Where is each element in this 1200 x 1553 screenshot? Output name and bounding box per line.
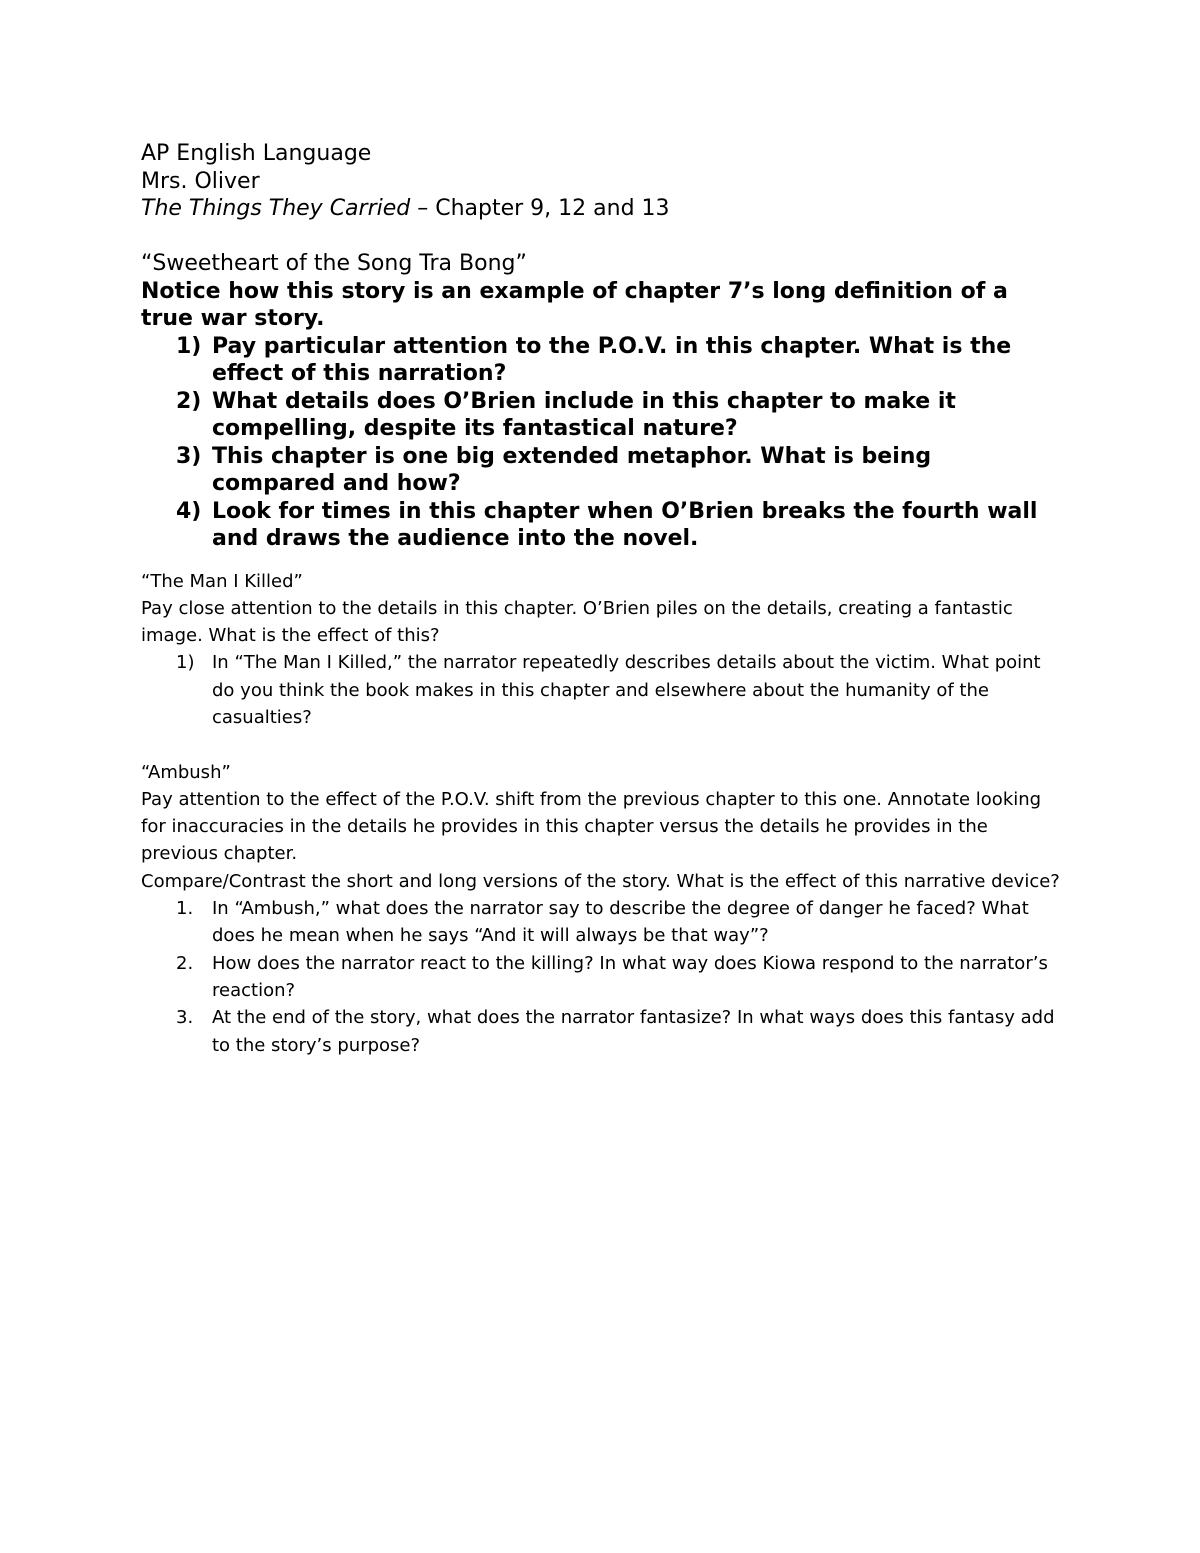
section-intro: Pay close attention to the details in this chapter. O’Brien piles on the details, creating a fantastic image. What is the effect of this? xyxy=(141,597,1013,647)
question-text: At the end of the story, what does the narrator fantasize? In what ways does this fantasy add to the story’s purpose? xyxy=(212,1007,1055,1056)
question-number: 1) xyxy=(176,652,195,674)
question-text: Pay particular attention to the P.O.V. in this chapter. What is the effect of this narration? xyxy=(212,333,1012,386)
course-name: AP English Language xyxy=(141,141,372,166)
chapter-range: – Chapter 9, 12 and 13 xyxy=(410,196,670,221)
question-list xyxy=(141,649,1061,731)
question-item xyxy=(141,649,1061,731)
question-number: 3) xyxy=(176,443,202,469)
question-number: 1. xyxy=(176,898,194,920)
section-intro: Notice how this story is an example of chapter 7’s long definition of a true war story. xyxy=(141,278,1008,331)
question-item xyxy=(141,443,1061,498)
question-text: How does the narrator react to the killing? In what way does Kiowa respond to the narrator’s reaction? xyxy=(212,952,1048,1001)
question-text: What details does O’Brien include in this chapter to make it compelling, despite its fantastical nature? xyxy=(212,388,956,441)
question-list xyxy=(141,895,1061,1059)
section-ambush xyxy=(141,759,1061,1059)
assignment-title xyxy=(141,195,1061,223)
question-number: 1) xyxy=(176,333,202,359)
section-title: “Sweetheart of the Song Tra Bong” xyxy=(141,251,527,276)
question-item xyxy=(141,388,1061,443)
section-man-i-killed xyxy=(141,568,1061,1059)
section-sweetheart xyxy=(141,250,1061,553)
question-item xyxy=(141,950,1061,1005)
question-item xyxy=(141,1004,1061,1059)
section-intro: Pay attention to the effect of the P.O.V. shift from the previous chapter to this one. Annotate looking for inaccuracies in the details he provides in this chapter versus the details he provides in the previous chapter. xyxy=(141,788,1042,865)
document-header xyxy=(141,140,1061,223)
section-title: “The Man I Killed” xyxy=(141,570,303,592)
question-text: In “Ambush,” what does the narrator say to describe the degree of danger he faced? What does he mean when he says “And it will always be that way”? xyxy=(212,898,1029,947)
question-number: 4) xyxy=(176,498,202,524)
question-text: In “The Man I Killed,” the narrator repeatedly describes details about the victim. What point do you think the book makes in this chapter and elsewhere about the humanity of the casualties? xyxy=(212,652,1041,728)
section-intro-2: Compare/Contrast the short and long versions of the story. What is the effect of this narrative device? xyxy=(141,870,1060,892)
question-item xyxy=(141,333,1061,388)
question-number: 2) xyxy=(176,388,202,414)
question-number: 2. xyxy=(176,952,194,974)
question-item xyxy=(141,895,1061,950)
question-item xyxy=(141,498,1061,553)
document-page xyxy=(141,140,1061,1059)
question-text: Look for times in this chapter when O’Brien breaks the fourth wall and draws the audience into the novel. xyxy=(212,498,1038,551)
question-number: 3. xyxy=(176,1007,194,1029)
question-list xyxy=(141,333,1061,553)
teacher-name: Mrs. Oliver xyxy=(141,168,260,194)
book-title: The Things They Carried xyxy=(141,196,411,221)
section-title: “Ambush” xyxy=(141,761,231,783)
question-text: This chapter is one big extended metaphor. What is being compared and how? xyxy=(212,443,932,496)
